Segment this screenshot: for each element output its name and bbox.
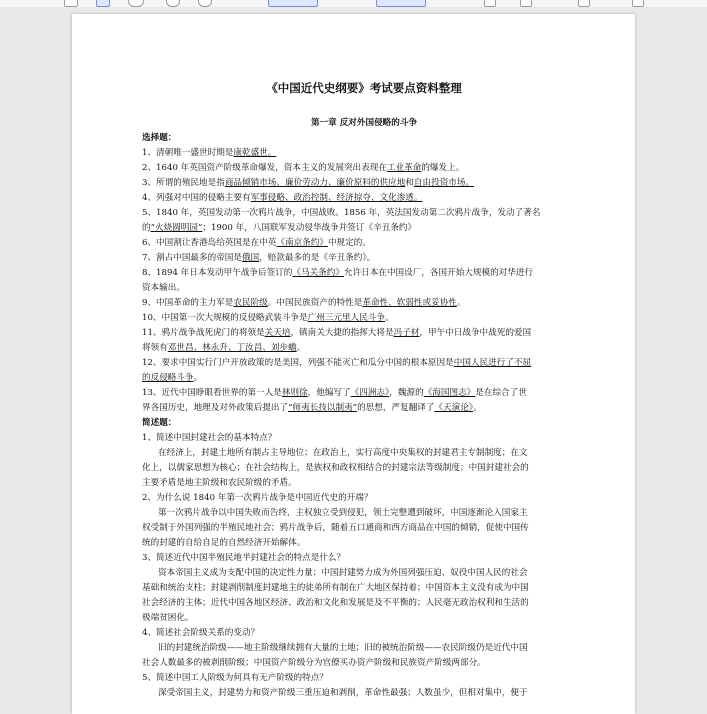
zoom-in-icon[interactable] [198, 0, 212, 7]
choice-line-5b [142, 222, 416, 235]
answer-2-line-2: 权受制于外国列强的半殖民地社会；鸦片战争后，随着五口通商和西方商品在中国的倾销，促使中国传 [142, 523, 529, 533]
answer-2-line-1: 第一次鸦片战争以中国失败而告终，主权独立受到侵犯，领土完整遭到破坏，中国逐渐沦入国家主 [158, 508, 528, 518]
text: 4、列强对中国的侵略主要有 [142, 193, 251, 203]
text: 12、要求中国实行门户开放政策的是美国，列强不能灭亡和瓜分中国的根本原因是 [142, 358, 454, 368]
choice-line-7 [142, 252, 375, 265]
answer-1-line-3: 主要矛盾是地主阶级和农民阶级的矛盾。 [142, 478, 297, 488]
viewer-toolbar [0, 0, 707, 7]
zoom-out-icon[interactable] [166, 0, 180, 7]
choice-line-5a [142, 207, 540, 220]
choice-line-13b [142, 402, 482, 415]
choice-line-12b [142, 372, 202, 385]
text: 和 [405, 178, 414, 188]
choice-line-1 [142, 147, 276, 160]
answer-4-line-1: 旧的封建统治阶级——地主阶级继续拥有大量的土地；旧的被统治阶级——农民阶级仍是近代中国 [158, 643, 528, 653]
text: 5、1840 年，英国发动第一次鸦片战争，中国战败。1856 年，英法国发动第二次鸦片战争，发动了著名 [142, 208, 541, 218]
text: 的爆发上。 [421, 163, 465, 173]
document-title: 《中国近代史纲要》考试要点资料整理 [266, 81, 462, 95]
answer: 的反侵略斗争 [142, 373, 194, 383]
question-2: 2、为什么说 1840 年第一次鸦片战争是中国近代史的开端？ [142, 493, 373, 503]
section-choice-heading: 选择题： [142, 133, 177, 143]
text: 8、1894 年日本发动甲午战争后签订的 [142, 268, 293, 278]
text: 允许日本在中国设厂，各国开始大规模的对华进行 [343, 268, 534, 278]
answer: 《马关条约》 [292, 268, 344, 278]
answer-1-line-2: 化上，以儒家思想为核心；在社会结构上，是族权和政权相结合的封建宗法等级制度；中国封建社会的 [142, 463, 529, 473]
answer: 商品倾销市场、廉价劳动力、廉价原料的供应地 [224, 178, 406, 188]
question-4: 4、简述社会阶级关系的变动？ [142, 628, 260, 638]
question-3: 3、简述近代中国半殖民地半封建社会的特点是什么？ [142, 553, 346, 563]
question-5: 5、简述中国工人阶级为何具有无产阶级的特点？ [142, 673, 328, 683]
toolbar-button-9[interactable] [632, 0, 644, 7]
answer: “火烧圆明园” [150, 223, 203, 233]
answer: 农民阶级 [233, 298, 268, 308]
text: ；1900 年，八国联军发动侵华战争并签订《辛丑条约》 [202, 223, 417, 233]
text: ，赔款最多的是《辛丑条约》。 [259, 253, 376, 263]
answer-2-line-3: 统的封建的自给自足的自然经济开始解体。 [142, 538, 306, 548]
text: ，镇南关大捷的指挥大将是 [290, 328, 394, 338]
answer-3-line-2: 基础和统治支柱；封建剥削制度封建地主的徒弟所有制在广大地区保持着；中国资本主义没有成为中国 [142, 583, 529, 593]
toolbar-button-8[interactable] [578, 0, 590, 7]
toolbar-button-5[interactable] [376, 0, 426, 7]
text: 中规定的。 [327, 238, 371, 248]
choice-line-9 [142, 297, 466, 310]
text: 13、近代中国睁眼看世界的第一人是 [142, 388, 282, 398]
text: 将领有 [142, 343, 168, 353]
toolbar-button-6[interactable] [484, 0, 496, 7]
answer: 关天培 [264, 328, 291, 338]
toolbar-button-3[interactable] [128, 0, 144, 7]
document-page [72, 14, 635, 714]
toolbar-button-1[interactable] [64, 0, 78, 7]
answer: 《南京条约》 [276, 238, 328, 248]
answer-3-line-4: 极端贫困化。 [142, 613, 194, 623]
text: ，魏源的 [389, 388, 424, 398]
text: 。中国民族资产的特性是 [267, 298, 363, 308]
text: ，甲午中日战争中战死的爱国 [419, 328, 532, 338]
answer: “师夷长技以制夷” [288, 403, 358, 413]
answer: 军事侵略、政治控制、经济掠夺、文化渗透。 [250, 193, 423, 203]
answer: 广州三元里人民斗争 [307, 313, 385, 323]
section-short-heading: 简述题： [142, 418, 177, 428]
text: 是在综合了世 [475, 388, 527, 398]
text: 。 [384, 313, 394, 323]
answer: 邓世昌、林永升、丁汝昌、刘步蟾 [167, 343, 297, 353]
answer: 《天演论》 [434, 403, 474, 413]
choice-line-11a [142, 327, 531, 340]
text: 9、中国革命的主力军是 [142, 298, 234, 308]
text: 。 [193, 373, 203, 383]
choice-line-4 [142, 192, 422, 205]
text: 资本输出。 [142, 283, 185, 293]
text: 2、1640 年英国资产阶级革命爆发，资本主义的发展突出表现在 [142, 163, 387, 173]
choice-line-6 [142, 237, 371, 250]
text: 的 [142, 223, 151, 233]
text: 界各国历史，地理及对外政策后提出了 [142, 403, 289, 413]
text: 1、清朝唯一盛世时期是 [142, 148, 234, 158]
answer: 《四洲志》 [350, 388, 390, 398]
toolbar-button-7[interactable] [520, 0, 532, 7]
answer-4-line-2: 社会人数最多的被剥削阶级；中国资产阶级分为官僚买办资产阶级和民族资产阶级两部分。 [142, 658, 486, 668]
choice-line-13a [142, 387, 527, 400]
text: 。 [296, 343, 306, 353]
text: 。 [456, 298, 466, 308]
question-1: 1、简述中国封建社会的基本特点？ [142, 433, 277, 443]
choice-line-12a [142, 357, 531, 370]
chapter-heading: 第一章 反对外国侵略的斗争 [310, 118, 418, 128]
answer: 林则徐 [281, 388, 308, 398]
text: 10、中国第一次大规模的反侵略武装斗争是 [142, 313, 308, 323]
answer-5-line-1: 深受帝国主义，封建势力和资产阶级三重压迫和剥削，革命性最强；人数虽少，但相对集中，便于 [158, 688, 528, 698]
answer: 革命性、软弱性或妥协性 [362, 298, 457, 308]
text: 的思想，严复翻译了 [357, 403, 435, 413]
text: 。 [473, 403, 482, 413]
answer: 工业革命 [386, 163, 422, 173]
choice-line-10 [142, 312, 394, 325]
choice-line-11b [142, 342, 305, 355]
choice-line-8a [142, 267, 533, 280]
answer: 自由投资市场。 [413, 178, 475, 188]
choice-line-8b [142, 282, 185, 295]
text: 6、中国割让香港岛给英国是在中英 [142, 238, 277, 248]
answer: 康乾盛世。 [233, 148, 277, 158]
answer: 冯子材 [393, 328, 420, 338]
toolbar-button-4[interactable] [268, 0, 318, 7]
answer-3-line-1: 资本帝国主义成为支配中国的决定性力量；中国封建势力成为外国列强压迫、奴役中国人民的社会 [158, 568, 528, 578]
answer-3-line-3: 社会经济的主体；近代中国各地区经济、政治和文化和发展是及不平衡的；人民毫无政治权利和生活的 [142, 598, 529, 608]
text: 3、所谓的殖民地是指 [142, 178, 225, 188]
choice-line-2 [142, 162, 464, 175]
choice-line-3 [142, 177, 474, 190]
answer-1-line-1: 在经济上，封建土地所有制占主导地位；在政治上，实行高度中央集权的封建君主专制制度；在文 [158, 448, 528, 458]
toolbar-button-2[interactable] [96, 0, 110, 7]
answer: 俄国 [242, 253, 260, 263]
text: ，他编写了 [307, 388, 351, 398]
text: 11、鸦片战争战死虎门的将领是 [142, 328, 265, 338]
answer: 《海国图志》 [423, 388, 476, 398]
text: 7、割占中国最多的帝国是 [142, 253, 242, 263]
answer: 中国人民进行了不屈 [453, 358, 532, 368]
